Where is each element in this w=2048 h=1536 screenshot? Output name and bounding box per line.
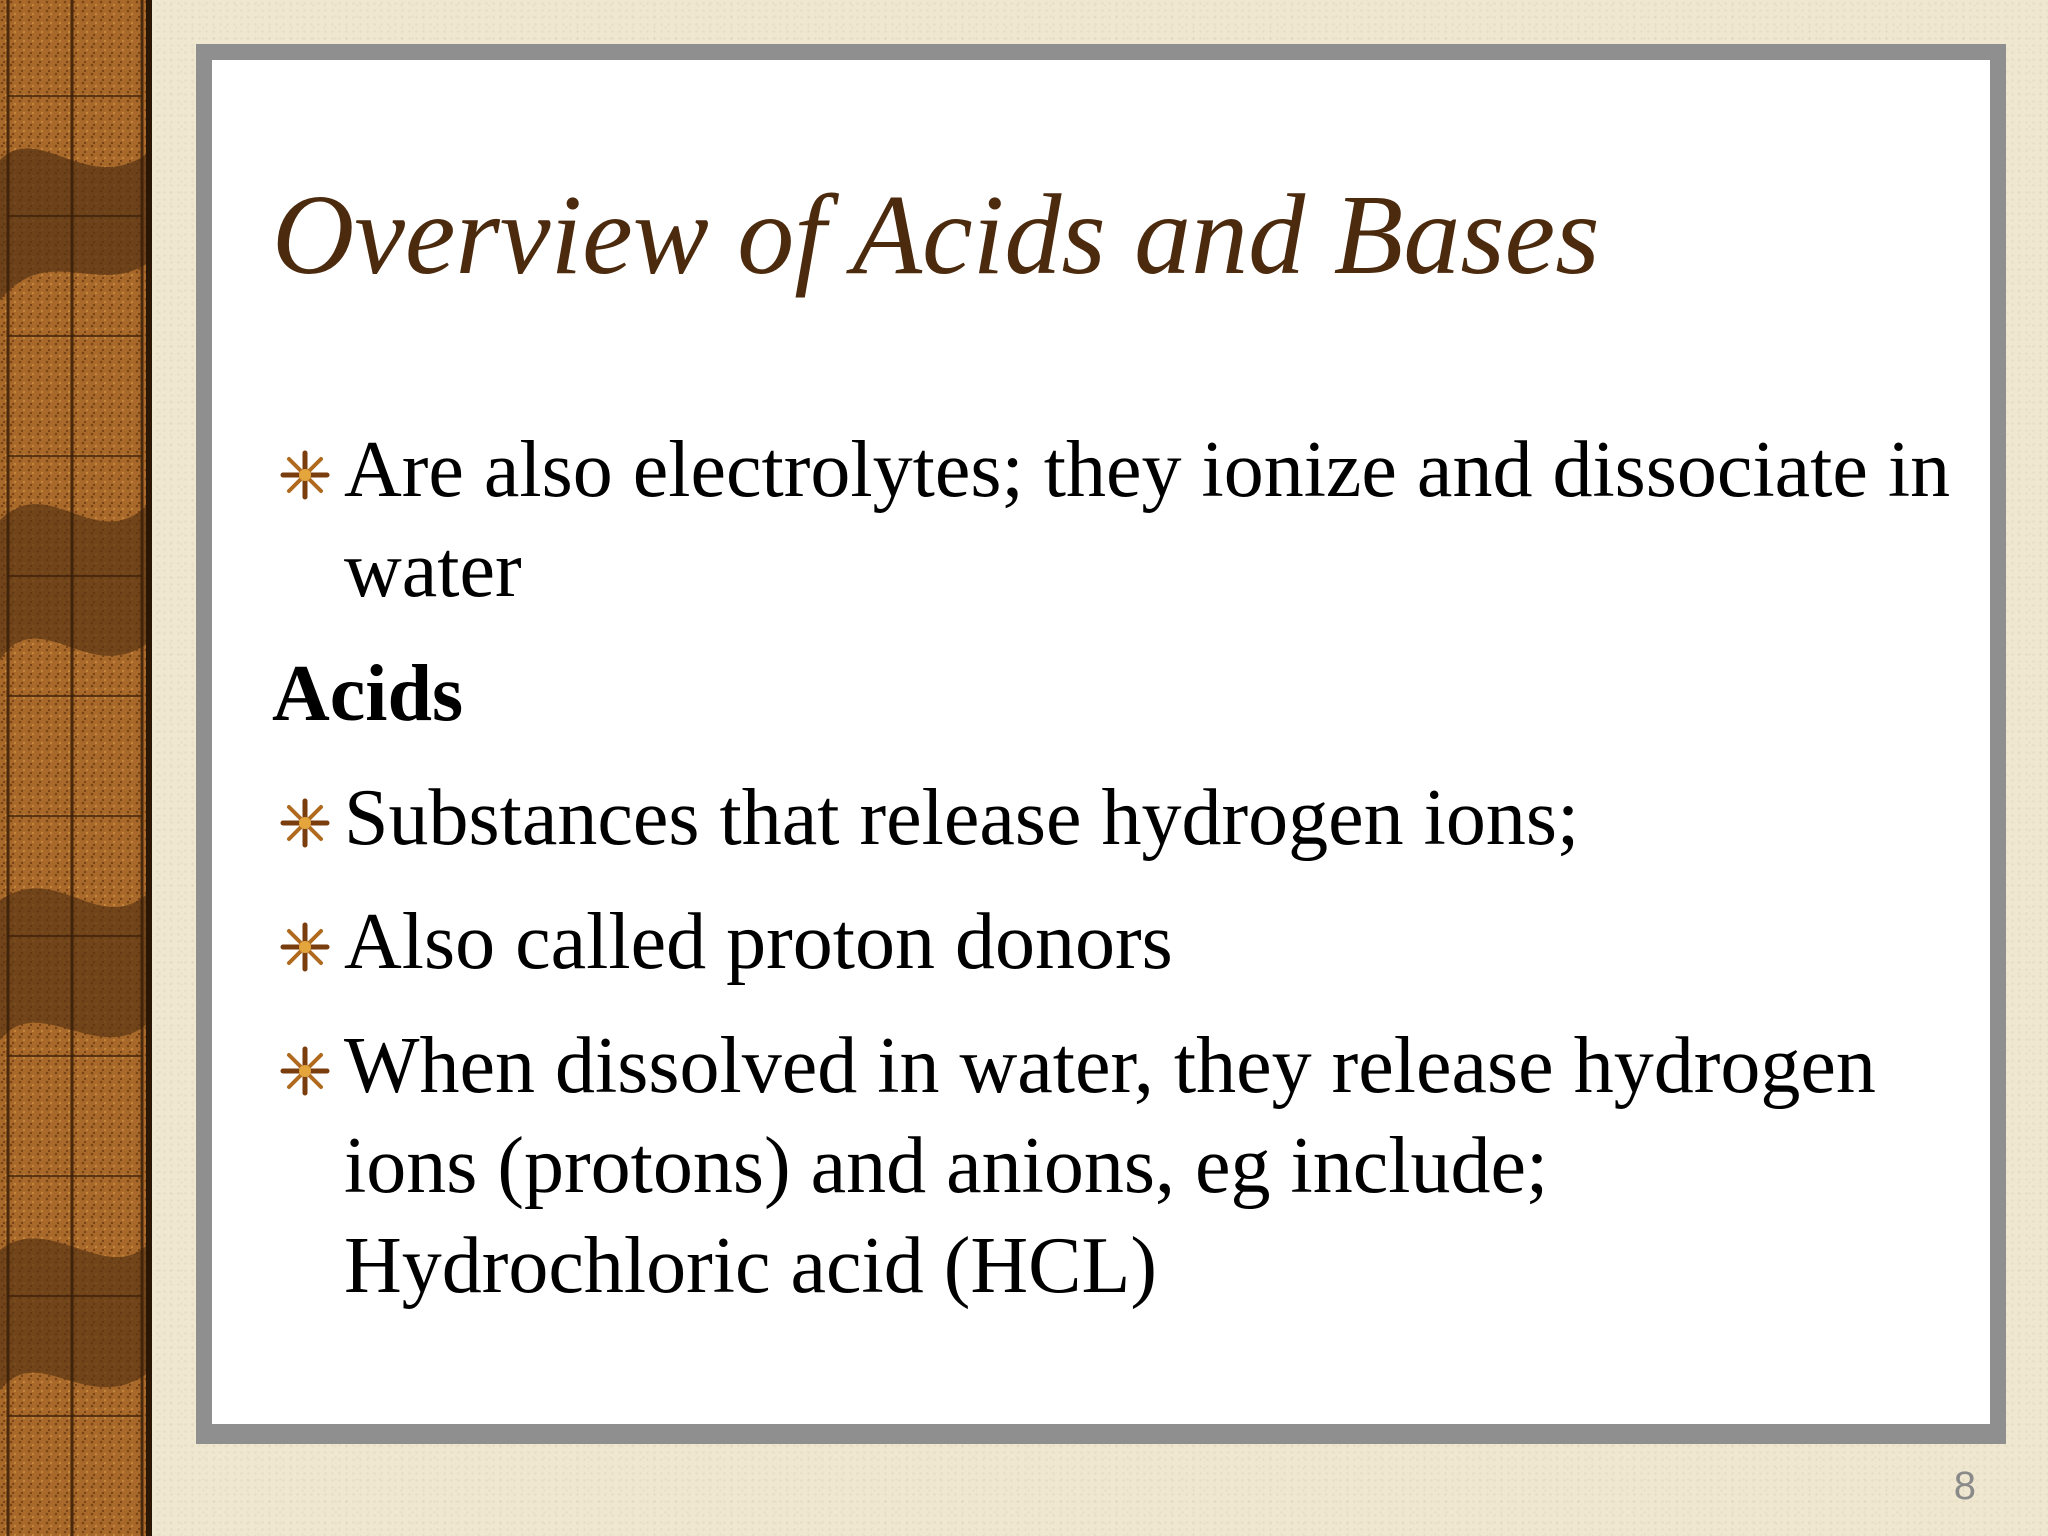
star-bullet-icon bbox=[272, 790, 338, 856]
bullet-acid-2 bbox=[272, 892, 1972, 992]
decorative-wood-strip bbox=[0, 0, 152, 1536]
page-number: 8 bbox=[1953, 1464, 1976, 1508]
slide-content bbox=[272, 420, 1972, 1340]
slide-title: Overview of Acids and Bases bbox=[272, 171, 1600, 298]
star-bullet-icon bbox=[272, 1038, 338, 1104]
slide-panel bbox=[212, 60, 1990, 1424]
slide-frame bbox=[196, 44, 2006, 1444]
bullet-acid-3 bbox=[272, 1016, 1972, 1316]
star-bullet-icon bbox=[272, 914, 338, 980]
bullet-acid-2-text: Also called proton donors bbox=[344, 898, 1173, 986]
bullet-intro bbox=[272, 420, 1972, 620]
star-bullet-icon bbox=[272, 442, 338, 508]
bullet-intro-text: Are also electrolytes; they ionize and dissociate in water bbox=[344, 426, 1951, 614]
bullet-acid-1-text: Substances that release hydrogen ions; bbox=[344, 774, 1580, 862]
bullet-acid-3-text: When dissolved in water, they release hydrogen ions (protons) and anions, eg include; Hydrochloric acid (HCL) bbox=[344, 1022, 1876, 1310]
section-heading-acids: Acids bbox=[272, 650, 464, 738]
bullet-acid-1 bbox=[272, 768, 1972, 868]
wood-texture-icon bbox=[0, 0, 152, 1536]
